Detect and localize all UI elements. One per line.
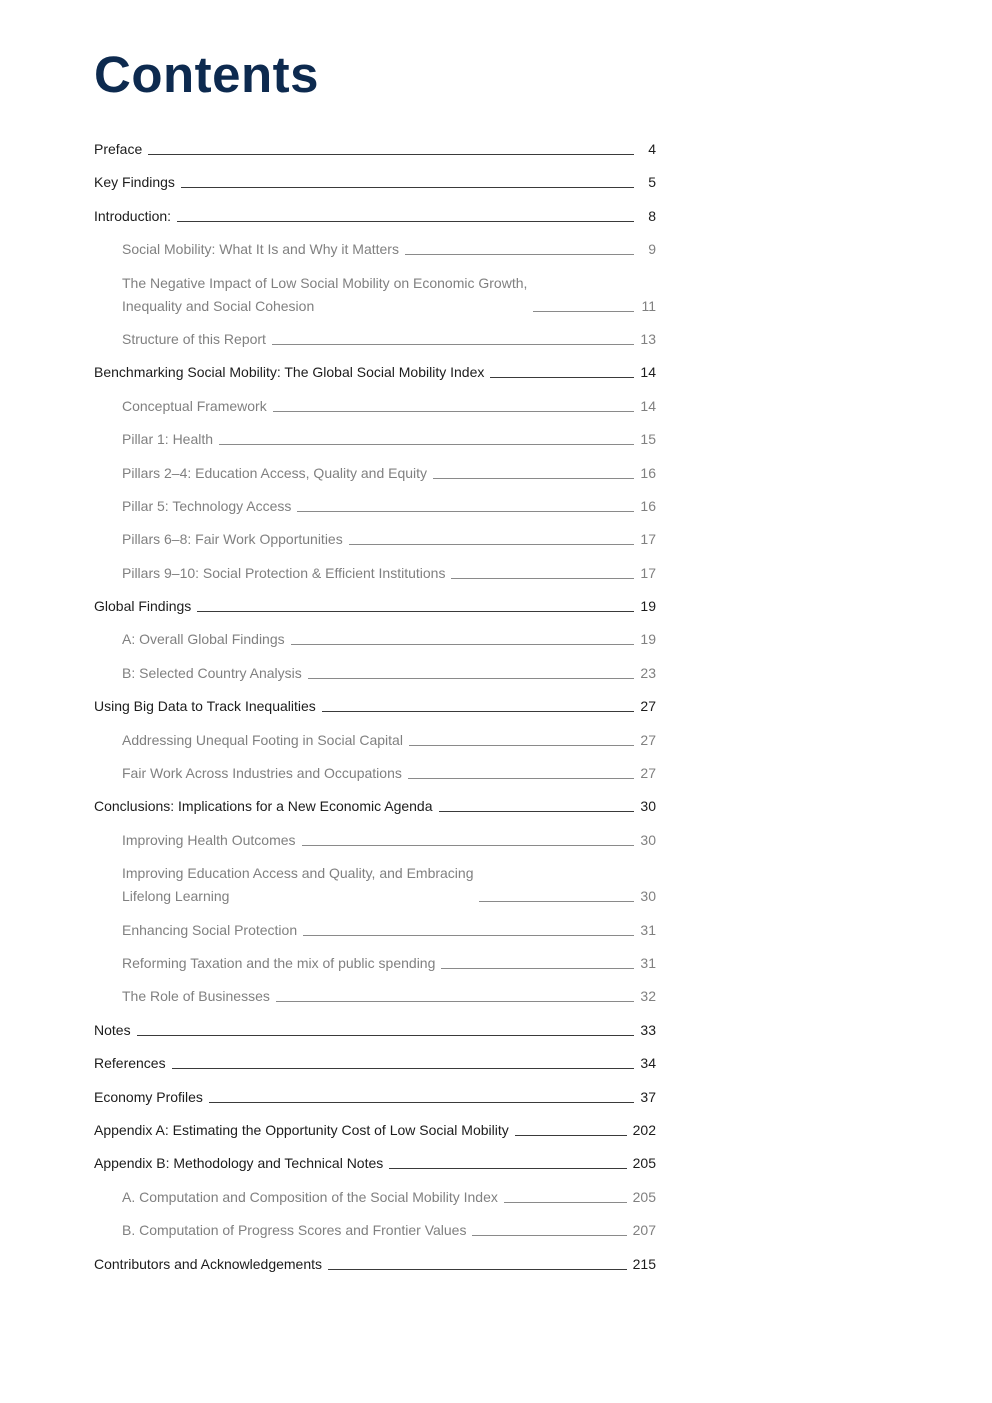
dot-leader (515, 1135, 627, 1136)
toc-entry-label: Improving Health Outcomes (122, 831, 296, 848)
dot-leader (405, 254, 634, 255)
toc-entry[interactable] (94, 1019, 656, 1042)
toc-entry[interactable] (94, 171, 656, 194)
toc-page-number: 15 (640, 431, 656, 448)
toc-page-number: 11 (641, 297, 656, 314)
toc-subentry[interactable] (94, 952, 656, 975)
toc-subentry[interactable] (94, 328, 656, 351)
dot-leader (172, 1068, 634, 1069)
toc-page-number: 9 (648, 241, 656, 258)
toc-entry-label: Pillar 5: Technology Access (122, 497, 292, 514)
toc-entry[interactable] (94, 1119, 656, 1142)
toc-page-number: 17 (640, 564, 656, 581)
dot-leader (533, 311, 634, 312)
toc-page-number: 202 (632, 1121, 656, 1138)
toc-page-number: 30 (640, 798, 656, 815)
toc-entry[interactable] (94, 595, 656, 618)
toc-entry[interactable] (94, 1253, 656, 1276)
dot-leader (441, 968, 634, 969)
toc-page-number: 19 (640, 598, 656, 615)
toc-page-number: 30 (640, 831, 656, 848)
dot-leader (219, 444, 634, 445)
dot-leader (137, 1035, 634, 1036)
toc-entry-label: Pillar 1: Health (122, 431, 214, 448)
toc-subentry[interactable] (94, 729, 656, 752)
toc-entry-label: Global Findings (94, 598, 192, 615)
toc-entry-label: Using Big Data to Track Inequalities (94, 698, 316, 715)
toc-entry-label: Preface (94, 141, 143, 157)
toc-page-number: 207 (632, 1222, 656, 1239)
toc-entry-label: Appendix A: Estimating the Opportunity Cost of Low Social Mobility (94, 1121, 509, 1138)
dot-leader (302, 845, 634, 846)
toc-subentry[interactable] (94, 395, 656, 418)
toc-entry-label: References (94, 1055, 166, 1072)
toc-subentry[interactable] (94, 462, 656, 485)
toc-subentry[interactable] (94, 1219, 656, 1242)
toc-entry-label: A. Computation and Composition of the Social Mobility Index (122, 1188, 498, 1205)
toc-entry[interactable] (94, 1086, 656, 1109)
toc-page-number: 205 (632, 1188, 656, 1205)
toc-subentry[interactable] (94, 1186, 656, 1209)
toc-entry-label: Conceptual Framework (122, 397, 267, 414)
toc-entry-label: The Negative Impact of Low Social Mobility on Economic Growth, Inequality and Social Cohesion (122, 274, 528, 314)
toc-entry-label: Contributors and Acknowledgements (94, 1255, 323, 1272)
toc-page-number: 5 (648, 174, 656, 191)
dot-leader (322, 711, 634, 712)
dot-leader (490, 377, 634, 378)
toc-entry-label: Social Mobility: What It Is and Why it Matters (122, 241, 399, 258)
toc-subentry[interactable] (94, 495, 656, 518)
table-of-contents (94, 138, 656, 1286)
toc-page-number: 33 (640, 1021, 656, 1038)
dot-leader (472, 1235, 626, 1236)
dot-leader (209, 1102, 634, 1103)
toc-page-number: 23 (640, 664, 656, 681)
toc-page-number: 32 (640, 988, 656, 1005)
dot-leader (303, 935, 634, 936)
toc-subentry[interactable] (94, 829, 656, 852)
dot-leader (349, 544, 634, 545)
toc-subentry[interactable] (94, 628, 656, 651)
dot-leader (197, 611, 634, 612)
dot-leader (291, 644, 634, 645)
toc-page-number: 31 (640, 954, 656, 971)
toc-page-number: 31 (640, 921, 656, 938)
toc-subentry[interactable] (94, 428, 656, 451)
toc-page-number: 205 (632, 1155, 656, 1172)
toc-subentry[interactable] (94, 528, 656, 551)
toc-entry-label: Enhancing Social Protection (122, 921, 298, 938)
dot-leader (148, 154, 634, 155)
toc-page-number: 13 (640, 330, 656, 347)
toc-page-number: 27 (640, 731, 656, 748)
toc-page-number: 14 (640, 397, 656, 414)
dot-leader (409, 745, 634, 746)
dot-leader (297, 511, 634, 512)
dot-leader (308, 678, 634, 679)
toc-entry-label: Pillars 9–10: Social Protection & Efficient Institutions (122, 564, 446, 581)
toc-entry-label: Reforming Taxation and the mix of public spending (122, 954, 436, 971)
dot-leader (389, 1168, 626, 1169)
toc-entry-label: Notes (94, 1021, 131, 1038)
toc-entry-label: A: Overall Global Findings (122, 631, 285, 648)
toc-entry-label: Structure of this Report (122, 330, 266, 347)
toc-entry[interactable] (94, 795, 656, 818)
toc-entry[interactable] (94, 1052, 656, 1075)
toc-entry[interactable] (94, 361, 656, 384)
toc-subentry[interactable] (94, 919, 656, 942)
toc-page-number: 27 (640, 765, 656, 782)
toc-entry-label: Key Findings (94, 174, 175, 191)
toc-entry-label: Improving Education Access and Quality, and Embracing Lifelong Learning (122, 865, 474, 905)
toc-page-number: 17 (640, 531, 656, 548)
toc-entry[interactable] (94, 205, 656, 228)
toc-entry-label: Pillars 2–4: Education Access, Quality and Equity (122, 464, 428, 481)
dot-leader (439, 811, 634, 812)
toc-page-number: 27 (640, 698, 656, 715)
toc-entry-label: Addressing Unequal Footing in Social Capital (122, 731, 403, 748)
toc-page-number: 215 (632, 1255, 656, 1272)
toc-page-number: 4 (648, 141, 656, 157)
toc-page-number: 30 (640, 888, 656, 905)
toc-entry[interactable] (94, 138, 656, 161)
dot-leader (451, 578, 634, 579)
dot-leader (276, 1001, 634, 1002)
toc-entry[interactable] (94, 1152, 656, 1175)
dot-leader (181, 187, 634, 188)
toc-entry-label: B. Computation of Progress Scores and Frontier Values (122, 1222, 467, 1239)
toc-page-number: 16 (640, 464, 656, 481)
toc-subentry[interactable] (94, 862, 656, 908)
toc-entry-label: Pillars 6–8: Fair Work Opportunities (122, 531, 343, 548)
toc-entry-label: B: Selected Country Analysis (122, 664, 302, 681)
dot-leader (433, 478, 634, 479)
toc-entry-label: Appendix B: Methodology and Technical Notes (94, 1155, 384, 1172)
toc-entry[interactable] (94, 695, 656, 718)
toc-entry-label: The Role of Businesses (122, 988, 270, 1005)
toc-subentry[interactable] (94, 762, 656, 785)
page-title: Contents (94, 46, 319, 103)
toc-subentry[interactable] (94, 562, 656, 585)
toc-entry-label: Benchmarking Social Mobility: The Global Social Mobility Index (94, 364, 485, 381)
dot-leader (328, 1269, 627, 1270)
toc-entry-label: Introduction: (94, 207, 172, 224)
toc-page-number: 19 (640, 631, 656, 648)
toc-entry-label: Fair Work Across Industries and Occupations (122, 765, 402, 782)
dot-leader (273, 411, 634, 412)
toc-subentry[interactable] (94, 272, 656, 318)
toc-page-number: 34 (640, 1055, 656, 1072)
dot-leader (504, 1202, 627, 1203)
toc-entry-label: Conclusions: Implications for a New Economic Agenda (94, 798, 433, 815)
dot-leader (479, 901, 634, 902)
toc-subentry[interactable] (94, 662, 656, 685)
dot-leader (408, 778, 634, 779)
toc-page-number: 37 (640, 1088, 656, 1105)
toc-page-number: 16 (640, 497, 656, 514)
toc-subentry[interactable] (94, 985, 656, 1008)
toc-entry-label: Economy Profiles (94, 1088, 203, 1105)
toc-page-number: 8 (648, 207, 656, 224)
toc-subentry[interactable] (94, 238, 656, 261)
dot-leader (272, 344, 634, 345)
dot-leader (177, 221, 634, 222)
toc-page-number: 14 (640, 364, 656, 381)
